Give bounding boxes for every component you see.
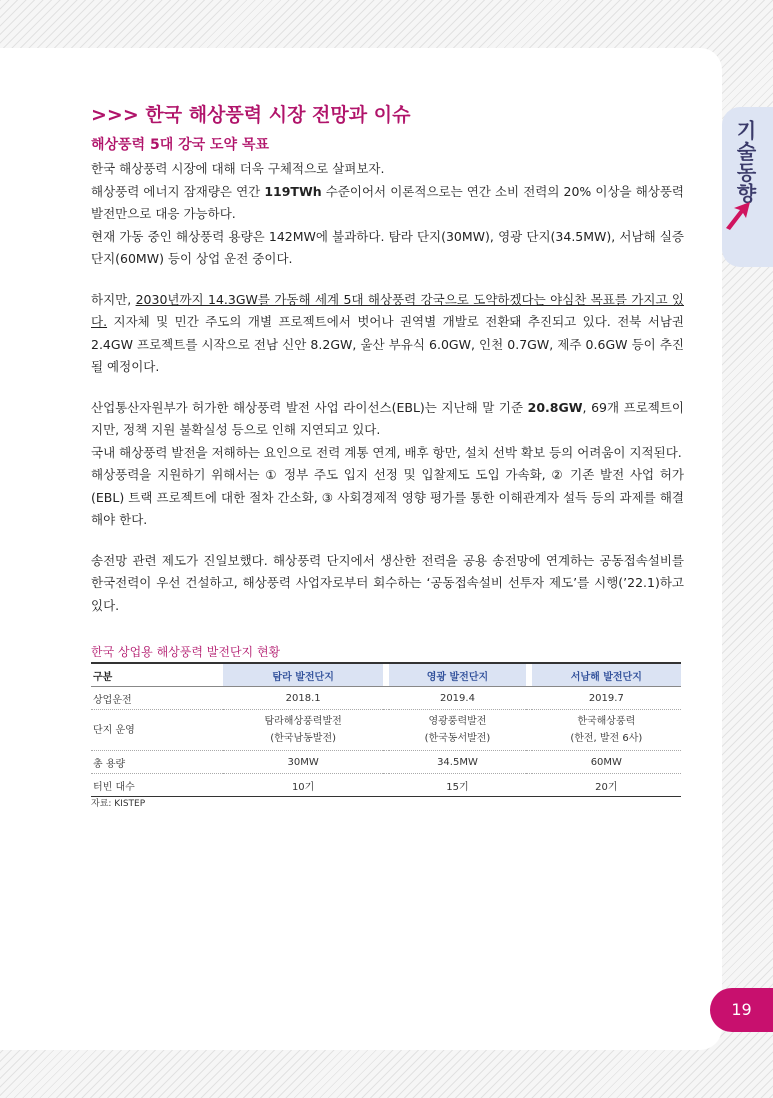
paragraph: 해상풍력을 지원하기 위해서는 ① 정부 주도 입지 선정 및 입찰제도 도입 가속화, ② 기존 발전 사업 허가(EBL) 트랙 프로젝트에 대한 절차 간소화, ③ 사회경제적 영향 평가를 통한 이해관계자 설득 등의 과제를 해결해야 한다. xyxy=(91,467,684,527)
highlight-value: 119TWh xyxy=(264,183,322,199)
row-label: 터빈 대수 xyxy=(93,781,135,793)
table-cell: 30MW xyxy=(223,751,383,774)
row-label: 단지 운영 xyxy=(91,710,223,751)
table-header-row xyxy=(91,663,681,687)
table-cell: 한국해상풍력 (한전, 발전 6사) xyxy=(532,710,681,751)
row-label: 상업운전 xyxy=(91,687,223,710)
table-cell: 2019.4 xyxy=(389,687,525,710)
side-tab-label: 기술동향 xyxy=(733,120,757,204)
table-row xyxy=(91,774,681,797)
article-body xyxy=(91,158,684,617)
table-row xyxy=(91,751,681,774)
table-cell: 탐라해상풍력발전 (한국남동발전) xyxy=(223,710,383,751)
paragraph: 국내 해상풍력 발전을 저해하는 요인으로 전력 계통 연계, 배후 항만, 설치 선박 확보 등의 어려움이 지적된다. xyxy=(91,444,682,460)
paragraph: 산업통산자원부가 허가한 해상풍력 발전 사업 라이선스(EBL)는 지난해 말 기준 20.8GW, 69개 프로젝트이지만, 정책 지원 불확실성 등으로 인해 지연되고 있다. xyxy=(91,399,684,437)
table-cell: 60MW xyxy=(532,751,681,774)
table-header: 구분 xyxy=(91,663,223,687)
table-cell: 2018.1 xyxy=(223,687,383,710)
table-source: 자료: KISTEP xyxy=(91,799,146,809)
table-cell: 15기 xyxy=(446,781,469,793)
arrow-up-right-icon xyxy=(722,198,756,232)
table-header: 탐라 발전단지 xyxy=(223,663,383,687)
row-label: 총 용량 xyxy=(91,751,223,774)
paragraph: 현재 가동 중인 해상풍력 용량은 142MW에 불과하다. 탐라 단지(30MW), 영광 단지(34.5MW), 서남해 실증단지(60MW) 등이 상업 운전 중이다. xyxy=(91,228,684,266)
paragraph: 해상풍력 에너지 잠재량은 연간 119TWh 수준이어서 이론적으로는 연간 소비 전력의 20% 이상을 해상풍력 발전만으로 대응 가능하다. xyxy=(91,183,684,221)
table-row xyxy=(91,710,681,751)
section-subtitle: 해상풍력 5대 강국 도약 목표 xyxy=(91,137,270,153)
table-cell: 34.5MW xyxy=(389,751,525,774)
highlight-value: 20.8GW xyxy=(527,399,583,415)
paragraph: 송전망 관련 제도가 진일보했다. 해상풍력 단지에서 생산한 전력을 공용 송전망에 연계하는 공동접속설비를 한국전력이 우선 건설하고, 해상풍력 사업자로부터 회수하는 ‘공동접속설비 선투자 제도’를 시행(’22.1)하고 있다. xyxy=(91,552,684,613)
paragraph: 하지만, 2030년까지 14.3GW를 가동해 세계 5대 해상풍력 강국으로 도약하겠다는 야심찬 목표를 가지고 있다. 지자체 및 민간 주도의 개별 프로젝트에서 벗어나 권역별 개발로 전환돼 추진되고 있다. 전북 서남권 2.4GW 프로젝트를 시작으로 전남 신안 8.2GW, 울산 부유식 6.0GW, 인천 0.7GW, 제주 0.6GW 등이 추진될 예정이다. xyxy=(91,291,684,374)
table-cell: 10기 xyxy=(291,781,315,793)
table-header: 영광 발전단지 xyxy=(389,663,525,687)
table-cell: 영광풍력발전 (한국동서발전) xyxy=(389,710,525,751)
table-title: 한국 상업용 해상풍력 발전단지 현황 xyxy=(91,645,281,659)
table-cell: 2019.7 xyxy=(532,687,681,710)
table-header: 서남해 발전단지 xyxy=(532,663,681,687)
wind-farm-table xyxy=(91,662,681,797)
underlined-goal: 2030년까지 14.3GW를 가동해 세계 5대 해상풍력 강국으로 도약하겠다는 야심찬 목표를 가지고 있다. xyxy=(91,291,684,329)
table-cell: 20기 xyxy=(595,781,618,793)
page-number: 19 xyxy=(710,988,773,1032)
paragraph: 한국 해상풍력 시장에 대해 더욱 구체적으로 살펴보자. xyxy=(91,161,385,176)
section-title: >>> 한국 해상풍력 시장 전망과 이슈 xyxy=(91,104,411,126)
table-row xyxy=(91,687,681,710)
